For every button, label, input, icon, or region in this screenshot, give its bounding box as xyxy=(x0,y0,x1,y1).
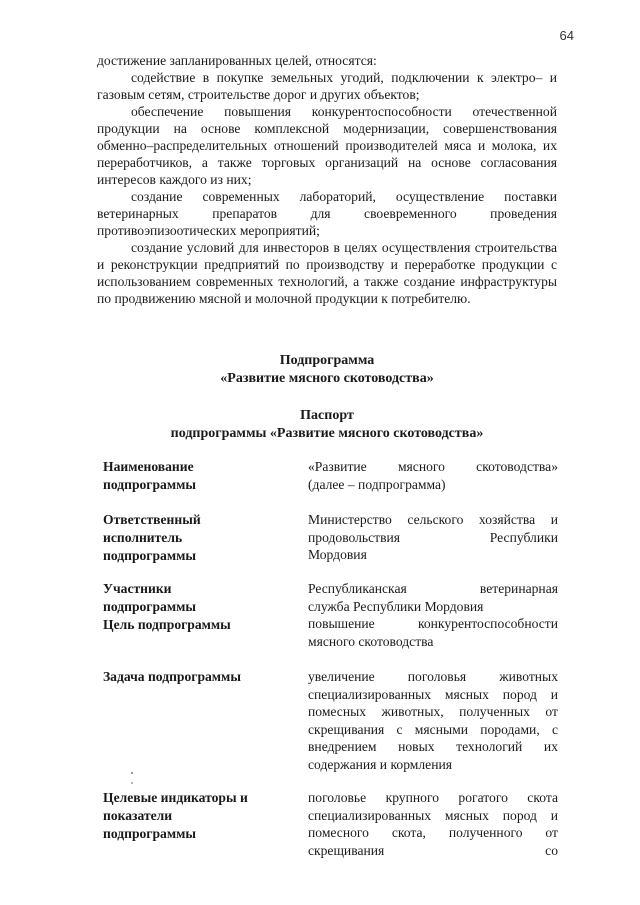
scan-speck xyxy=(131,772,133,774)
passport-heading xyxy=(97,407,557,443)
scan-speck xyxy=(131,782,133,784)
passport-label: Задача подпрограммы xyxy=(103,669,241,684)
passport-label: Участники подпрограммы Цель подпрограммы xyxy=(103,581,231,632)
subprogram-heading-line2: «Развитие мясного скотоводства» xyxy=(220,371,434,386)
paragraph: обеспечение повышения конкурентоспособности отечественной продукции на основе комплексной модернизации, совершенствования обменно–распределительных отношений производителей мяса и молока, их переработчиков, а также торговых организаций на основе согласования интересов каждого из них; xyxy=(97,104,557,187)
passport-label: Целевые индикаторы и показатели подпрограммы xyxy=(103,790,248,841)
passport-heading-line1: Паспорт xyxy=(300,408,354,423)
passport-value: Министерство сельского хозяйства и продовольствия Республики Мордовия xyxy=(308,512,558,562)
passport-label: Ответственный исполнитель подпрограммы xyxy=(103,512,201,563)
passport-value: поголовье крупного рогатого скота специализированных мясных пород и помесного скота, полученного от скрещивания со xyxy=(308,790,558,858)
passport-value: «Развитие мясного скотоводства» (далее – подпрограмма) xyxy=(308,459,558,492)
paragraph: создание условий для инвесторов в целях осуществления строительства и реконструкции предприятий по производству и переработке продукции с использованием современных технологий, а также создание инфраструктуры по продвижению мясной и молочной продукции к потребителю. xyxy=(97,240,557,306)
subprogram-heading-line1: Подпрограмма xyxy=(279,353,375,368)
paragraph: создание современных лабораторий, осуществление поставки ветеринарных препаратов для своевременного проведения противоэпизоотических мероприятий; xyxy=(97,189,557,238)
passport-value: Республиканская ветеринарная служба Республики Мордовия повышение конкурентоспособности мясного скотоводства xyxy=(308,581,558,649)
intro-line: достижение запланированных целей, относятся: xyxy=(97,53,377,68)
paragraph: содействие в покупке земельных угодий, подключении к электро– и газовым сетям, строительстве дорог и других объектов; xyxy=(97,70,557,102)
body-text xyxy=(97,52,557,307)
page-number: 64 xyxy=(559,28,574,43)
passport-value: увеличение поголовья животных специализированных мясных пород и помесных животных, полученных от скрещивания с мясными породами, с внедрением новых технологий их содержания и кормления xyxy=(308,669,558,772)
passport-label: Наименование подпрограммы xyxy=(103,459,196,492)
passport-heading-line2: подпрограммы «Развитие мясного скотоводства» xyxy=(170,426,484,441)
subprogram-heading xyxy=(97,352,557,388)
